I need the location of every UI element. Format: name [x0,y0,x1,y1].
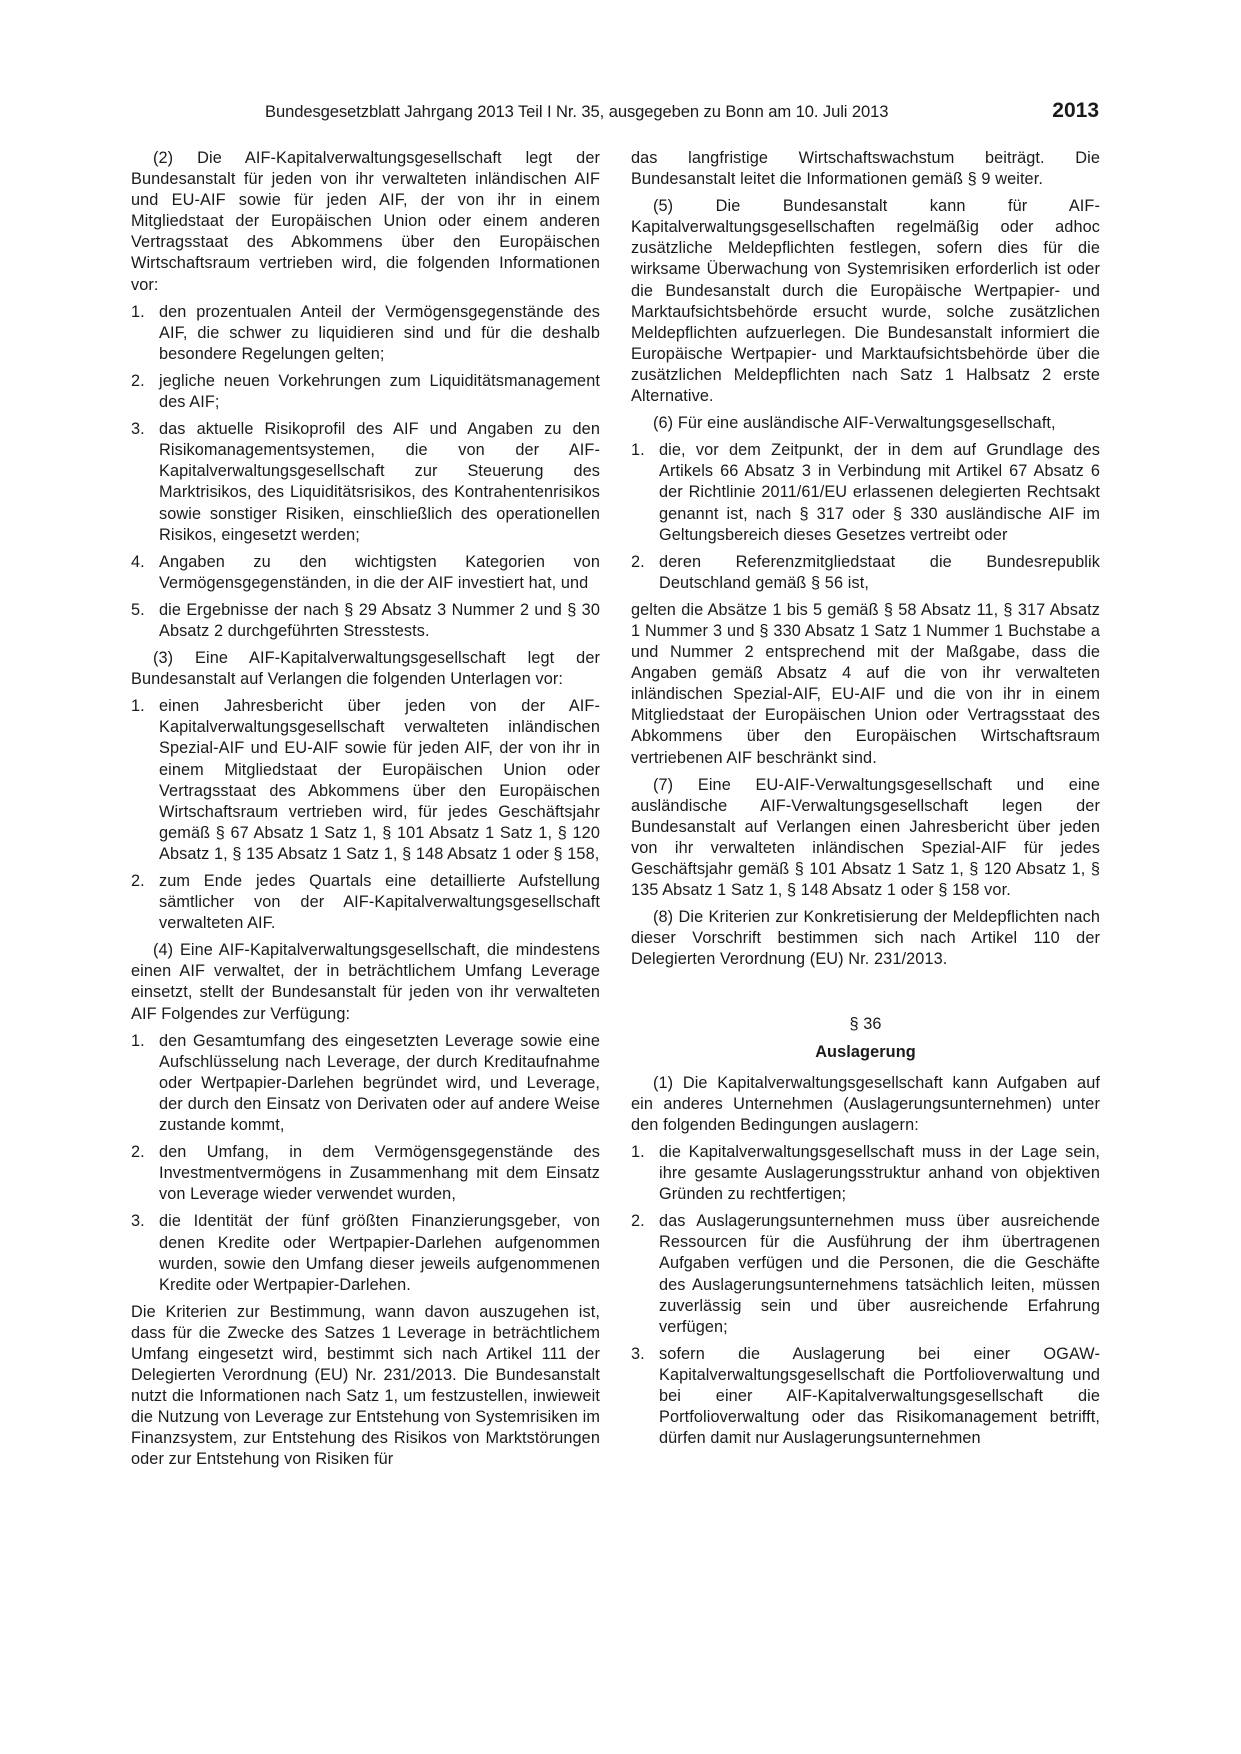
list-item [631,1344,1100,1449]
item-number: 1. [131,302,145,321]
list-item [131,696,600,865]
item-text: jegliche neuen Vorkehrungen zum Liquiditätsmanagement des AIF; [159,371,600,412]
item-text: einen Jahresbericht über jeden von der AIF-Kapitalverwaltungsgesellschaft verwalteten inländischen Spezial-AIF und EU-AIF sowie für jeden AIF, der von ihr in einem Mitgliedstaat der Europäischen Union oder Vertragsstaat des Abkommens über den Europäischen Wirtschaftsraum vertrieben wird, für jedes Geschäftsjahr gemäß § 67 Absatz 1 Satz 1, § 101 Absatz 1 Satz 1, § 120 Absatz 1, § 135 Absatz 1 Satz 1, § 148 Absatz 1 oder § 158, [159,697,600,863]
list-item [131,1211,600,1295]
list-item [631,1142,1100,1205]
item-text: den Umfang, in dem Vermögensgegenstände des Investmentvermögens in Zusammenhang mit dem Einsatz von Leverage wieder verwendet wurden, [159,1143,600,1204]
list-item [131,302,600,365]
paragraph-5: (5) Die Bundesanstalt kann für AIF-Kapitalverwaltungsgesellschaften regelmäßig oder adhoc zusätzliche Meldepflichten festlegen, sofern dies für die wirksame Überwachung von Systemrisiken erforderlich ist oder die Bundesanstalt durch die Europäische Wertpapier- und Marktaufsichtsbehörde ersucht wurde, solche zusätzlichen Meldepflichten aufzuerlegen. Die Bundesanstalt informiert die Europäische Wertpapier- und Marktaufsichtsbehörde über die zusätzlichen Meldepflichten nach Satz 1 Halbsatz 2 erste Alternative. [631,197,1100,406]
item-number: 1. [131,1031,145,1050]
left-column [131,148,600,1477]
paragraph-4-list [131,1031,600,1296]
list-item [631,1211,1100,1338]
paragraph-2-list [131,302,600,642]
item-text: die, vor dem Zeitpunkt, der in dem auf Grundlage des Artikels 66 Absatz 3 in Verbindung mit Artikel 67 Absatz 6 der Richtlinie 2011/61/EU erlassenen delegierten Rechtsakt genannt ist, nach § 317 oder § 330 ausländische AIF im Geltungsbereich dieses Gesetzes vertreibt oder [659,441,1100,544]
page-header [131,101,1099,125]
item-number: 2. [131,371,145,390]
paragraph-2-intro: (2) Die AIF-Kapitalverwaltungsgesellschaft legt der Bundesanstalt für jeden von ihr verwalteten inländischen AIF und EU-AIF sowie für jeden AIF, der von ihr in einem Mitgliedstaat der Europäischen Union oder einem anderen Vertragsstaat des Abkommens über den Europäischen Wirtschaftsraum vertrieben wird, die folgenden Informationen vor: [131,149,600,294]
right-column [631,148,1100,1455]
paragraph-3-list [131,696,600,934]
item-number: 5. [131,600,145,619]
paragraph-6-intro: (6) Für eine ausländische AIF-Verwaltungsgesellschaft, [653,414,1056,433]
item-number: 2. [631,1212,645,1231]
list-item [131,1031,600,1136]
paragraph-8: (8) Die Kriterien zur Konkretisierung der Meldepflichten nach dieser Vorschrift bestimmen sich nach Artikel 110 der Delegierten Verordnung (EU) Nr. 231/2013. [631,908,1100,969]
item-number: 3. [131,420,145,439]
item-number: 1. [131,697,145,716]
section-title: Auslagerung [815,1042,916,1061]
item-text: die Kapitalverwaltungsgesellschaft muss in der Lage sein, ihre gesamte Auslagerungsstruktur anhand von objektiven Gründen zu rechtfertigen; [659,1142,1100,1204]
paragraph-6-closing: gelten die Absätze 1 bis 5 gemäß § 58 Absatz 11, § 317 Absatz 1 Nummer 3 und § 330 Absatz 1 Satz 1 Nummer 1 Buchstabe a und Nummer 2 entsprechend mit der Maßgabe, dass die Angaben gemäß Absatz 4 auf die von ihr verwalteten inländischen Spezial-AIF, EU-AIF und die von ihr in einem Mitgliedstaat der Europäischen Union oder Vertragsstaat des Abkommens über den Europäischen Wirtschaftsraum vertriebenen AIF beschränkt sind. [631,600,1100,767]
paragraph-3-intro: (3) Eine AIF-Kapitalverwaltungsgesellschaft legt der Bundesanstalt auf Verlangen die folgenden Unterlagen vor: [131,649,600,689]
list-item [631,552,1100,594]
page-number: 2013 [1052,99,1099,122]
list-item [131,1142,600,1205]
list-item [131,419,600,546]
item-text: den prozentualen Anteil der Vermögensgegenstände des AIF, die schwer zu liquidieren sind und für die deshalb besondere Regelungen gelten; [159,302,600,363]
item-number: 2. [131,872,145,890]
item-number: 3. [631,1344,645,1363]
item-number: 1. [631,441,645,460]
list-item [631,440,1100,545]
section-36-list [631,1142,1100,1449]
item-text: das Auslagerungsunternehmen muss über ausreichende Ressourcen für die Ausführung der ihm übertragenen Aufgaben verfügen und die Personen, die die Geschäfte des Auslagerungsunternehmens tatsächlich leiten, müssen zuverlässig sein und über ausreichende Erfahrung verfügen; [659,1212,1100,1336]
item-text: sofern die Auslagerung bei einer OGAW-Kapitalverwaltungsgesellschaft die Portfolioverwaltung und bei einer AIF-Kapitalverwaltungsgesellschaft die Portfolioverwaltung oder das Risikomanagement betrifft, dürfen damit nur Auslagerungsunternehmen [659,1344,1100,1448]
list-item [131,371,600,413]
section-36-paragraph-1-intro: (1) Die Kapitalverwaltungsgesellschaft kann Aufgaben auf ein anderes Unternehmen (Auslagerungsunternehmen) unter den folgenden Bedingungen auslagern: [631,1073,1100,1134]
item-number: 1. [631,1142,645,1161]
paragraph-4-continuation: das langfristige Wirtschaftswachstum beiträgt. Die Bundesanstalt leitet die Informationen gemäß § 9 weiter. [631,149,1100,189]
running-title: Bundesgesetzblatt Jahrgang 2013 Teil I Nr. 35, ausgegeben zu Bonn am 10. Juli 2013 [265,102,889,121]
item-text: zum Ende jedes Quartals eine detaillierte Aufstellung sämtlicher von der AIF-Kapitalverwaltungsgesellschaft verwalteten AIF. [159,872,600,933]
list-item [131,871,600,934]
item-text: deren Referenzmitgliedstaat die Bundesrepublik Deutschland gemäß § 56 ist, [659,552,1100,592]
paragraph-7: (7) Eine EU-AIF-Verwaltungsgesellschaft und eine ausländische AIF-Verwaltungsgesellschaft legen der Bundesanstalt auf Verlangen einen Jahresbericht über jeden von ihr verwalteten inländischen Spezial-AIF für jedes Geschäftsjahr gemäß § 101 Absatz 1 Satz 1, § 120 Absatz 1, § 135 Absatz 1 Satz 1, § 148 Absatz 1 oder § 158 vor. [631,775,1100,900]
paragraph-4-intro: (4) Eine AIF-Kapitalverwaltungsgesellschaft, die mindestens einen AIF verwaltet, der in beträchtlichem Umfang Leverage einsetzt, stellt der Bundesanstalt für jeden von ihr verwalteten AIF Folgendes zur Verfügung: [131,941,600,1023]
item-text: Angaben zu den wichtigsten Kategorien von Vermögensgegenständen, in die der AIF investiert hat, und [159,552,600,592]
section-number: § 36 [849,1015,882,1034]
item-number: 4. [131,552,145,571]
item-number: 3. [131,1212,145,1231]
item-text: die Identität der fünf größten Finanzierungsgeber, von denen Kredite oder Wertpapier-Darlehen aufgenommen wurden, sowie den Umfang dieser jeweils aufgenommenen Kredite oder Wertpapier-Darlehen. [159,1212,600,1294]
list-item [131,600,600,642]
paragraph-6-list [631,440,1100,594]
item-text: das aktuelle Risikoprofil des AIF und Angaben zu den Risikomanagementsystemen, die von der AIF-Kapitalverwaltungsgesellschaft zur Steuerung des Marktrisikos, des Liquiditätsrisikos, des Kontrahentenrisikos sowie sonstiger Risiken, einschließlich des operationellen Risikos, eingesetzt werden; [159,420,600,544]
list-item [131,552,600,594]
paragraph-4-closing: Die Kriterien zur Bestimmung, wann davon auszugehen ist, dass für die Zwecke des Satzes 1 Leverage in beträchtlichem Umfang eingesetzt wird, bestimmt sich nach Artikel 111 der Delegierten Verordnung (EU) Nr. 231/2013. Die Bundesanstalt nutzt die Informationen nach Satz 1, um festzustellen, inwieweit die Nutzung von Leverage zur Entstehung von Systemrisiken im Finanzsystem, zur Entstehung des Risikos von Marktstörungen oder zur Entstehung von Risiken für [131,1302,600,1469]
item-text: den Gesamtumfang des eingesetzten Leverage sowie eine Aufschlüsselung nach Leverage, der durch Kreditaufnahme oder Wertpapier-Darlehen begründet wird, und Leverage, der durch den Einsatz von Derivaten oder auf andere Weise zustande kommt, [159,1031,600,1135]
item-number: 2. [631,552,645,571]
item-text: die Ergebnisse der nach § 29 Absatz 3 Nummer 2 und § 30 Absatz 2 durchgeführten Stresstests. [159,600,600,640]
item-number: 2. [131,1143,145,1162]
